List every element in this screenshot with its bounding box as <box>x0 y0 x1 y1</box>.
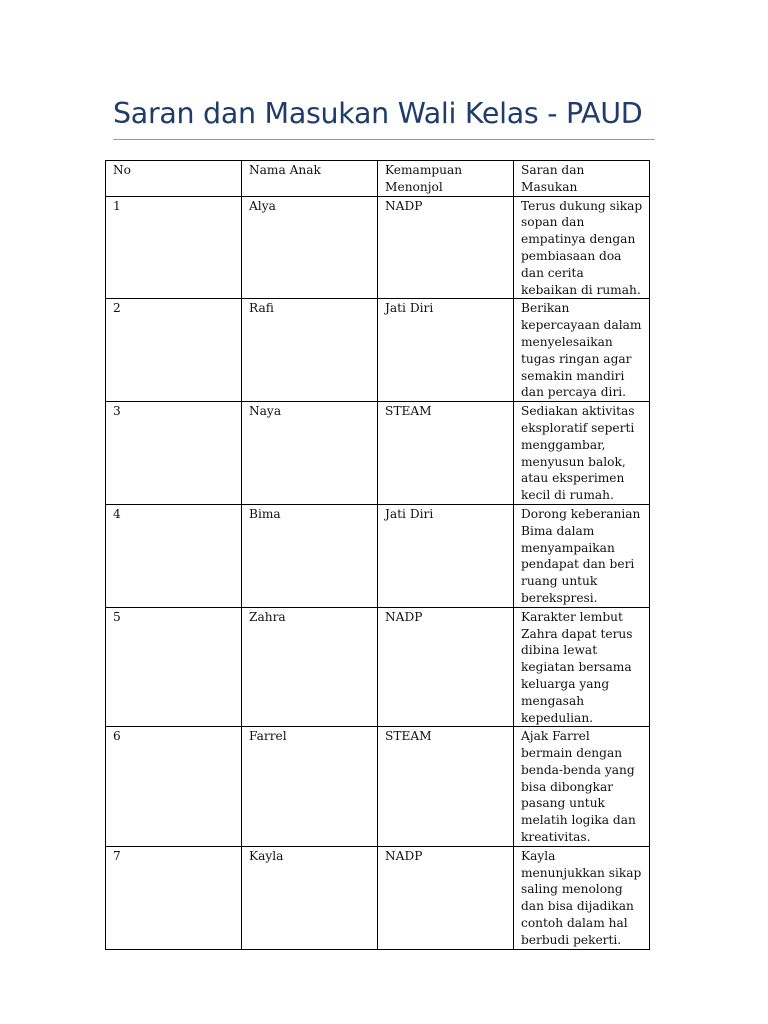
cell-kemampuan: NADP <box>378 607 514 727</box>
cell-nama: Zahra <box>242 607 378 727</box>
table-row <box>106 504 650 607</box>
table-header-row <box>106 161 650 197</box>
header-kemampuan: Kemampuan Menonjol <box>378 161 514 197</box>
cell-saran: Karakter lembut Zahra dapat terus dibina lewat kegiatan bersama keluarga yang mengasah kepedulian. <box>514 607 650 727</box>
table-row <box>106 846 650 949</box>
cell-saran: Sediakan aktivitas eksploratif seperti menggambar, menyusun balok, atau eksperimen kecil di rumah. <box>514 402 650 505</box>
cell-nama: Alya <box>242 196 378 299</box>
cell-kemampuan: NADP <box>378 846 514 949</box>
header-nama-anak: Nama Anak <box>242 161 378 197</box>
cell-nama: Farrel <box>242 727 378 847</box>
cell-no: 3 <box>106 402 242 505</box>
cell-nama: Naya <box>242 402 378 505</box>
cell-nama: Bima <box>242 504 378 607</box>
cell-no: 7 <box>106 846 242 949</box>
cell-kemampuan: Jati Diri <box>378 299 514 402</box>
cell-kemampuan: STEAM <box>378 727 514 847</box>
cell-no: 4 <box>106 504 242 607</box>
header-no: No <box>106 161 242 197</box>
table-row <box>106 727 650 847</box>
cell-nama: Kayla <box>242 846 378 949</box>
header-saran: Saran dan Masukan <box>514 161 650 197</box>
table-row <box>106 196 650 299</box>
cell-nama: Rafi <box>242 299 378 402</box>
table-row <box>106 607 650 727</box>
cell-saran: Kayla menunjukkan sikap saling menolong dan bisa dijadikan contoh dalam hal berbudi pekerti. <box>514 846 650 949</box>
table-row <box>106 299 650 402</box>
title-underline <box>113 139 655 140</box>
cell-no: 5 <box>106 607 242 727</box>
cell-kemampuan: NADP <box>378 196 514 299</box>
table-row <box>106 402 650 505</box>
cell-kemampuan: Jati Diri <box>378 504 514 607</box>
cell-saran: Berikan kepercayaan dalam menyelesaikan tugas ringan agar semakin mandiri dan percaya diri. <box>514 299 650 402</box>
cell-no: 6 <box>106 727 242 847</box>
cell-kemampuan: STEAM <box>378 402 514 505</box>
cell-saran: Dorong keberanian Bima dalam menyampaikan pendapat dan beri ruang untuk berekspresi. <box>514 504 650 607</box>
cell-no: 2 <box>106 299 242 402</box>
cell-saran: Terus dukung sikap sopan dan empatinya dengan pembiasaan doa dan cerita kebaikan di rumah. <box>514 196 650 299</box>
page-title: Saran dan Masukan Wali Kelas - PAUD <box>113 97 643 130</box>
cell-saran: Ajak Farrel bermain dengan benda-benda yang bisa dibongkar pasang untuk melatih logika dan kreativitas. <box>514 727 650 847</box>
cell-no: 1 <box>106 196 242 299</box>
suggestion-table <box>105 160 650 950</box>
